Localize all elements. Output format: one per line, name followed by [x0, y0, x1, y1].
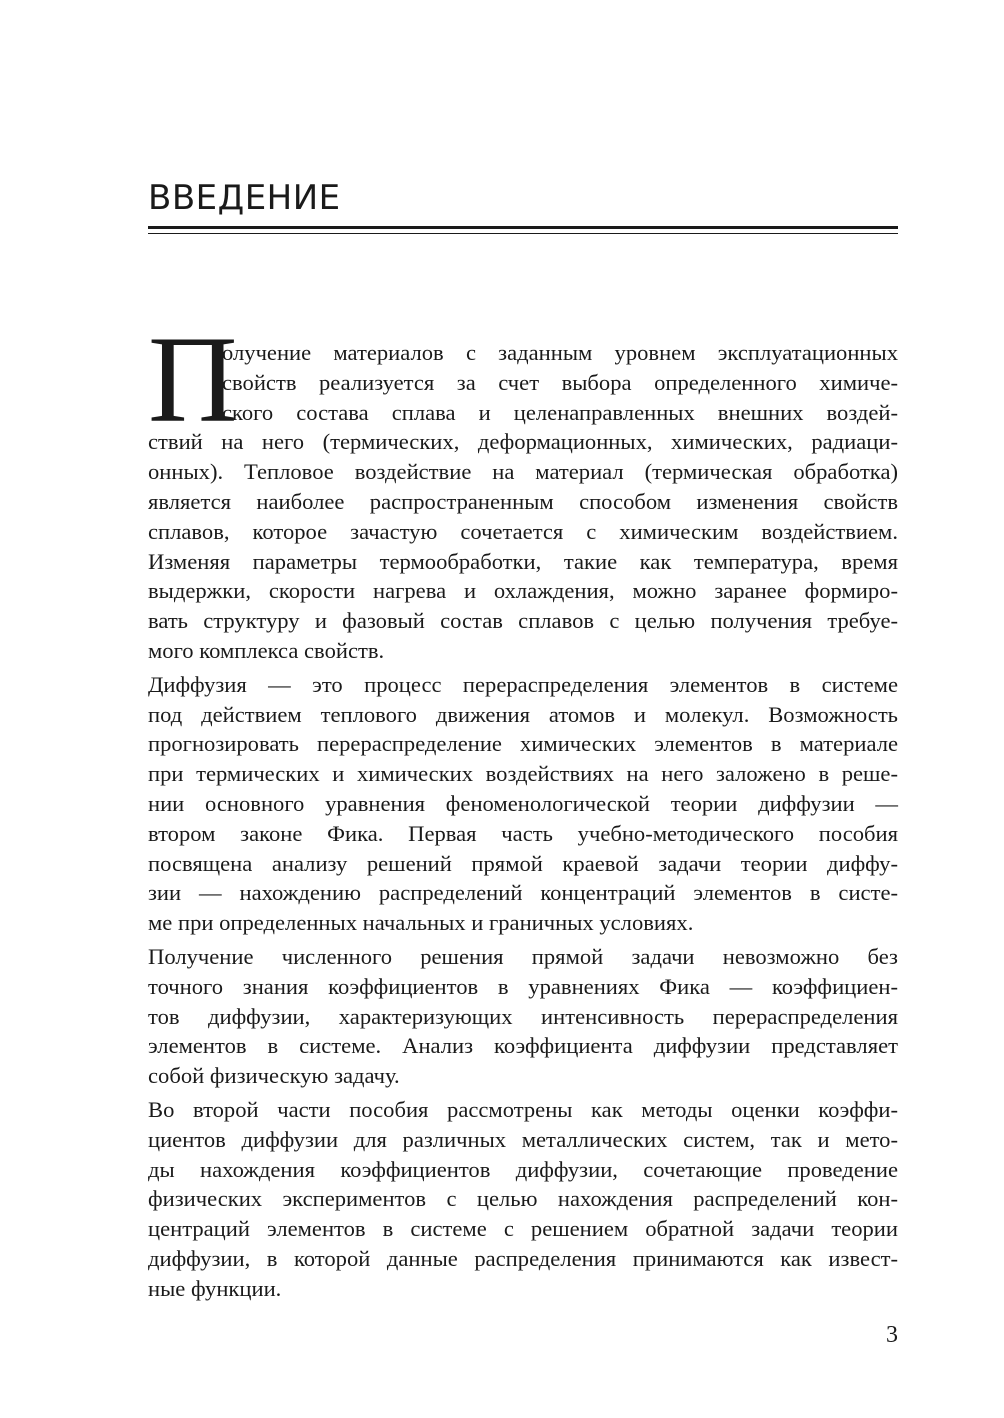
paragraph-3: [148, 942, 898, 1091]
text-line: ды нахождения коэффициентов диффузии, сочетающие проведение: [148, 1156, 898, 1182]
text-line: Получение численного решения прямой задачи невозможно без: [148, 943, 898, 969]
text-line: при термических и химических воздействиях на него заложено в реше-: [148, 761, 898, 787]
text-line: центраций элементов в системе с решением обратной задачи теории: [148, 1216, 898, 1242]
text-line: нии основного уравнения феноменологической теории диффузии —: [148, 790, 898, 816]
text-line: посвящена анализу решений прямой краевой задачи теории диффу-: [148, 850, 898, 876]
text-line: циентов диффузии для различных металлических систем, так и мето-: [148, 1126, 898, 1152]
text-line: мого комплекса свойств.: [148, 637, 385, 663]
text-line: прогнозировать перераспределение химических элементов в материале: [148, 731, 898, 757]
text-line: Диффузия — это процесс перераспределения элементов в системе: [148, 671, 898, 697]
text-line: ского состава сплава и целенаправленных внешних воздей-: [222, 399, 898, 425]
text-line: физических экспериментов с целью нахождения распределений кон-: [148, 1186, 898, 1212]
text-line: втором законе Фика. Первая часть учебно-методического пособия: [148, 820, 898, 846]
heading-rule-thin: [148, 233, 898, 234]
text-line: выдержки, скорости нагрева и охлаждения, можно заранее формиро-: [148, 578, 898, 604]
text-line: является наиболее распространенным способом изменения свойств: [148, 488, 898, 514]
heading-rule-thick: [148, 226, 898, 229]
text-line: Во второй части пособия рассмотрены как методы оценки коэффи-: [148, 1096, 898, 1122]
paragraph-2: [148, 670, 898, 938]
paragraph-1: [148, 338, 898, 666]
page-number: 3: [886, 1322, 898, 1348]
page-title: ВВЕДЕНИЕ: [148, 178, 341, 218]
text-line: элементов в системе. Анализ коэффициента диффузии представляет: [148, 1033, 898, 1059]
text-line: точного знания коэффициентов в уравнениях Фика — коэффициен-: [148, 973, 898, 999]
paragraph-4: [148, 1095, 898, 1304]
text-line: ные функции.: [148, 1275, 282, 1301]
text-line: вать структуру и фазовый состав сплавов с целью получения требуе-: [148, 608, 898, 634]
text-line: свойств реализуется за счет выбора определенного химиче-: [222, 369, 898, 395]
text-line: тов диффузии, характеризующих интенсивность перераспределения: [148, 1003, 898, 1029]
text-line: под действием теплового движения атомов и молекул. Возможность: [148, 701, 898, 727]
text-line: онных). Тепловое воздействие на материал (термическая обработка): [148, 459, 898, 485]
text-line: сплавов, которое зачастую сочетается с химическим воздействием.: [148, 518, 898, 544]
body-text: [148, 338, 898, 1304]
text-line: собой физическую задачу.: [148, 1063, 400, 1089]
text-line: диффузии, в которой данные распределения принимаются как извест-: [148, 1245, 898, 1271]
text-line: ме при определенных начальных и граничных условиях.: [148, 910, 694, 936]
text-line: Изменяя параметры термообработки, такие как температура, время: [148, 548, 898, 574]
text-line: ствий на него (термических, деформационных, химических, радиаци-: [148, 429, 898, 455]
drop-cap: П: [148, 311, 238, 448]
text-line: зии — нахождению распределений концентраций элементов в систе-: [148, 880, 898, 906]
text-line: олучение материалов с заданным уровнем эксплуатационных: [222, 340, 898, 365]
